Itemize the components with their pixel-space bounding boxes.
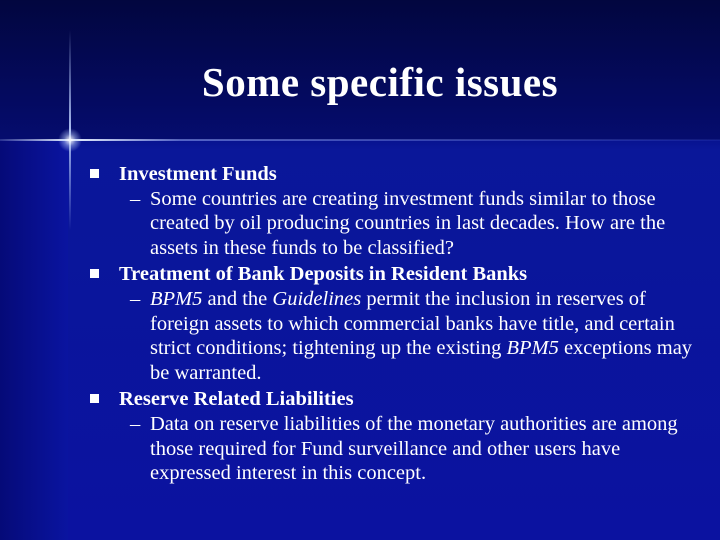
- dash-marker: –: [130, 412, 141, 435]
- text-italic-bpm5: BPM5: [150, 287, 203, 310]
- text-plain: exceptions may be warranted.: [150, 337, 693, 384]
- list-item: [90, 162, 700, 260]
- list-item: [90, 387, 700, 485]
- bullet-list: [90, 162, 700, 486]
- item-heading: Reserve Related Liabilities: [119, 388, 354, 411]
- flare-horizontal-line: [0, 139, 720, 141]
- sub-item: [130, 187, 700, 261]
- item-heading: Treatment of Bank Deposits in Resident Banks: [119, 263, 528, 286]
- square-bullet-icon: [90, 269, 99, 278]
- sub-item: [130, 412, 700, 486]
- dash-marker: –: [130, 287, 141, 310]
- sub-item: [130, 287, 700, 385]
- sub-item-text: Data on reserve liabilities of the monetary authorities are among those required for Fund surveillance and other users have expressed interest in this concept.: [150, 412, 678, 485]
- slide-title: Some specific issues: [201, 59, 559, 105]
- sub-item-text: Some countries are creating investment funds similar to those created by oil producing countries in last decades. How are the assets in these funds to be classified?: [150, 187, 666, 259]
- text-plain: and the: [202, 287, 273, 310]
- square-bullet-icon: [90, 169, 99, 178]
- dash-marker: –: [130, 187, 141, 210]
- item-heading: Investment Funds: [119, 163, 277, 185]
- star-flare-icon: [58, 128, 82, 152]
- text-italic-guidelines: Guidelines: [272, 287, 362, 310]
- list-item: [90, 262, 700, 385]
- left-band: [0, 140, 68, 540]
- square-bullet-icon: [90, 394, 99, 403]
- text-plain: permit the inclusion in reserves of foreign assets to which commercial banks have title, and certain strict conditions; tightening up the existing: [150, 287, 675, 360]
- sub-item-text: [150, 287, 700, 385]
- text-italic-bpm5: BPM5: [506, 337, 559, 360]
